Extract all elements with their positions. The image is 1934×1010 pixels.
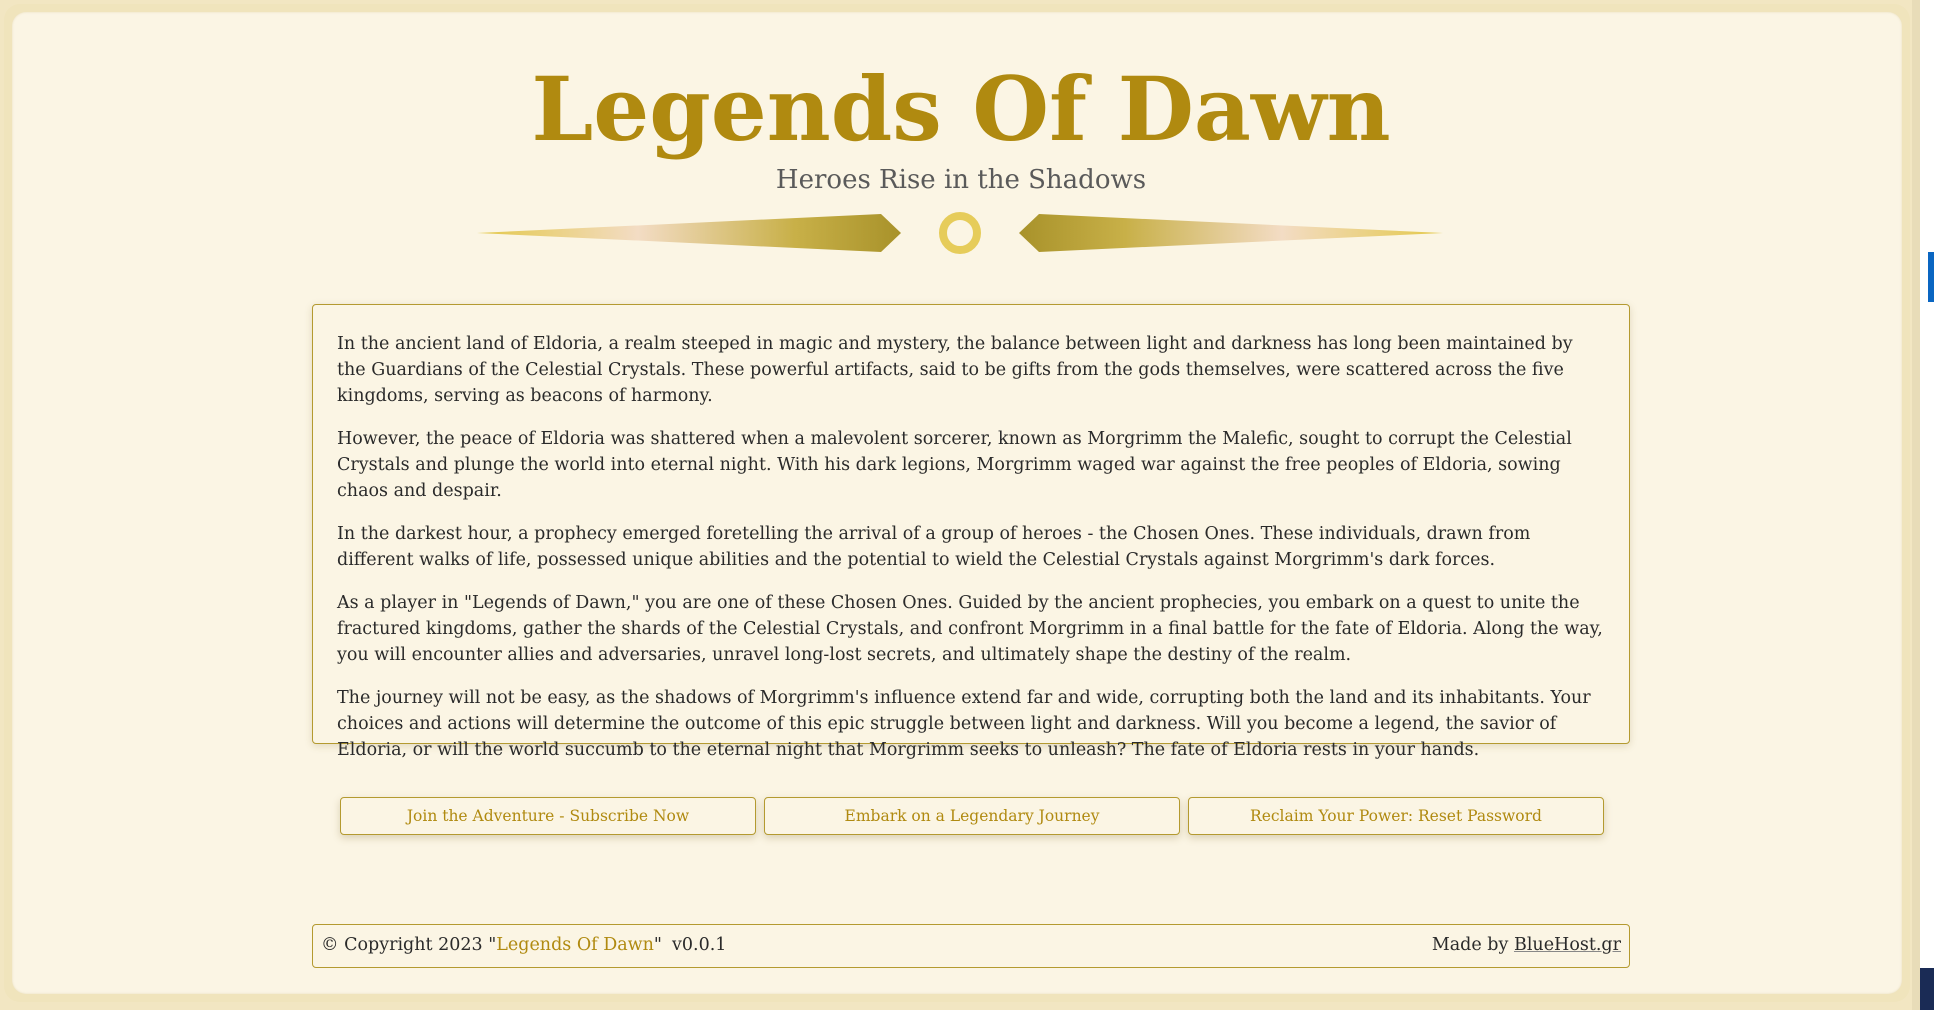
story-card [312,304,1630,760]
window-edge [1912,0,1934,1010]
made-by-label: Made by [1431,935,1514,955]
embark-journey-button[interactable]: Embark on a Legendary Journey [764,797,1180,835]
story-paragraph: In the darkest hour, a prophecy emerged foretelling the arrival of a group of heroes - the Chosen Ones. These individuals, drawn from different walks of life, possessed unique abilities and the potential to wield the Celestial Crystals against Morgrimm's dark forces. [337,524,1531,570]
subscribe-button[interactable]: Join the Adventure - Subscribe Now [340,797,756,835]
story-paragraph: In the ancient land of Eldoria, a realm steeped in magic and mystery, the balance between light and darkness has long been maintained by the Guardians of the Celestial Crystals. These powerful artifacts, said to be gifts from the gods themselves, were scattered across the five kingdoms, serving as beacons of harmony. [337,334,1573,406]
divider-left-blade [477,214,901,252]
page-title: Legends Of Dawn [531,57,1391,161]
scroll-indicator[interactable] [1928,252,1934,302]
divider-right-blade [1019,214,1443,252]
footer-credit [1432,925,1621,966]
page-content [12,12,1902,994]
footer-brand: Legends Of Dawn [496,935,654,955]
story-paragraph: However, the peace of Eldoria was shattered when a malevolent sorcerer, known as Morgrimm the Malefic, sought to corrupt the Celestial Crystals and plunge the world into eternal night. With his dark legions, Morgrimm waged war against the free peoples of Eldoria, sowing chaos and despair. [337,429,1572,501]
page-frame [4,4,1910,1002]
version-label: v0.0.1 [671,935,727,955]
story-paragraph: As a player in "Legends of Dawn," you are one of these Chosen Ones. Guided by the ancient prophecies, you embark on a quest to unite the fractured kingdoms, gather the shards of the Celestial Crystals, and confront Morgrimm in a final battle for the fate of Eldoria. Along the way, you will encounter allies and adversaries, unravel long-lost secrets, and ultimately shape the destiny of the realm. [337,593,1603,665]
copyright-suffix: " [653,935,662,955]
ornamental-divider-icon [477,210,1443,256]
footer-copyright [321,925,726,966]
action-buttons [340,797,1604,835]
bluehost-link[interactable]: BlueHost.gr [1513,935,1621,955]
reset-password-button[interactable]: Reclaim Your Power: Reset Password [1188,797,1604,835]
copyright-prefix: © Copyright 2023 " [321,935,497,955]
story-paragraph: The journey will not be easy, as the shadows of Morgrimm's influence extend far and wide, corrupting both the land and its inhabitants. Your choices and actions will determine the outcome of this epic struggle between light and darkness. Will you become a legend, the savior of Eldoria, or will the world succumb to the eternal night that Morgrimm seeks to unleash? The fate of Eldoria rests in your hands. [337,688,1591,760]
page-subtitle: Heroes Rise in the Shadows [775,165,1147,195]
site-header [12,54,1910,196]
site-footer [312,924,1630,968]
